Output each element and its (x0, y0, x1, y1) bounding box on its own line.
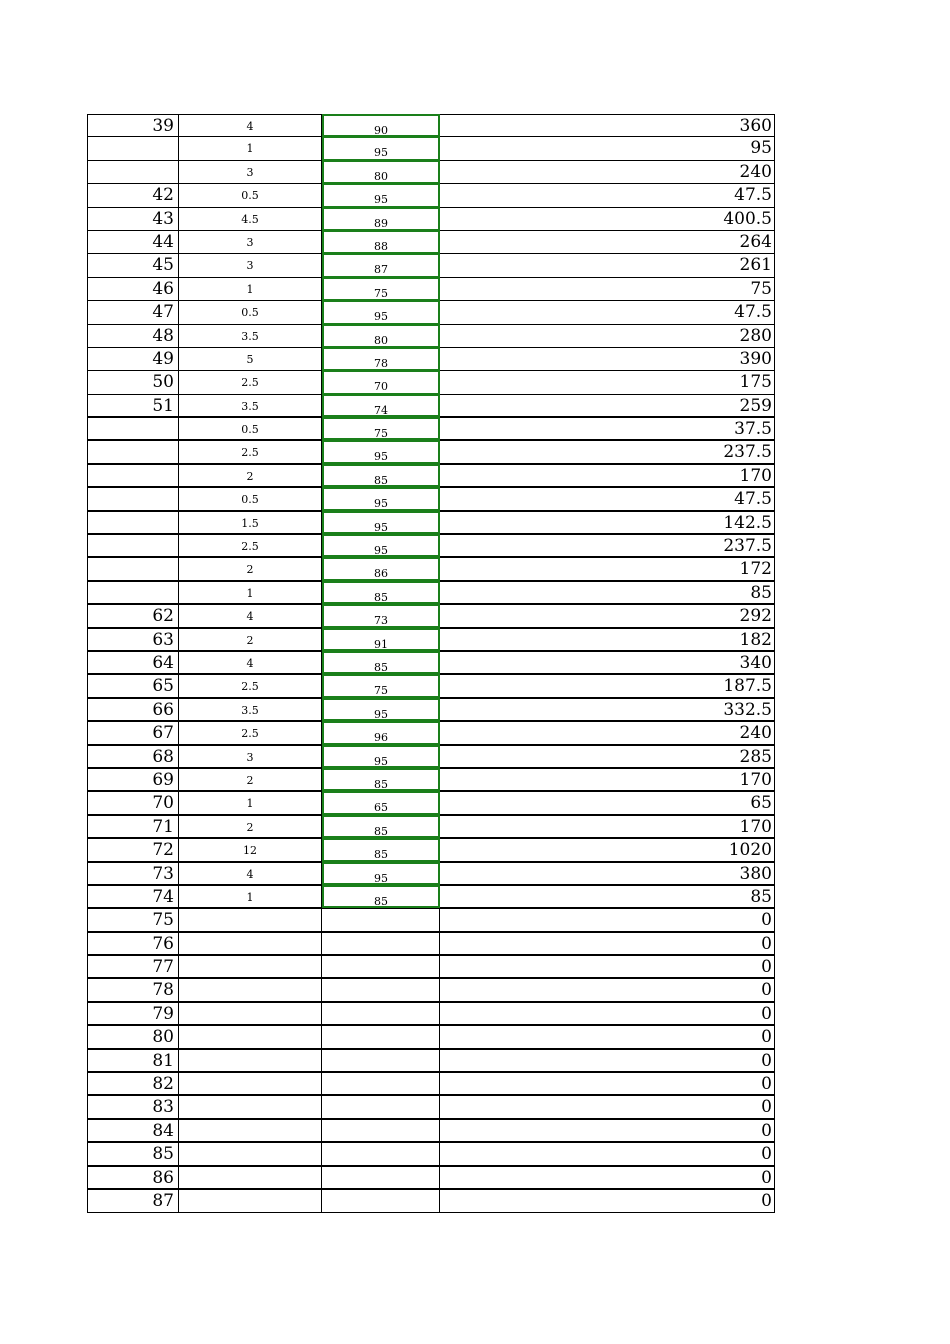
row-number-cell[interactable]: 73 (87, 863, 179, 884)
rate-cell[interactable]: 85 (322, 581, 440, 604)
total-cell[interactable]: 182 (440, 629, 775, 650)
total-cell[interactable]: 237.5 (440, 441, 775, 462)
rate-cell[interactable]: 90 (322, 114, 440, 137)
table-row (87, 254, 775, 277)
total-cell[interactable]: 240 (440, 722, 775, 743)
quantity-cell[interactable] (179, 1120, 322, 1141)
row-number-cell[interactable]: 85 (87, 1143, 179, 1164)
rate-cell[interactable] (322, 1120, 440, 1141)
row-number-cell[interactable]: 76 (87, 933, 179, 954)
quantity-cell[interactable]: 2 (179, 558, 322, 579)
rate-cell[interactable]: 95 (322, 534, 440, 557)
quantity-cell[interactable]: 3.5 (179, 325, 322, 347)
rate-cell[interactable]: 65 (322, 791, 440, 814)
row-number-cell[interactable]: 39 (87, 115, 179, 136)
quantity-cell[interactable]: 4 (179, 605, 322, 626)
quantity-cell[interactable]: 1 (179, 582, 322, 603)
total-cell[interactable]: 280 (440, 325, 775, 347)
rate-cell[interactable]: 78 (322, 347, 440, 371)
rate-cell[interactable]: 96 (322, 721, 440, 744)
row-number-cell[interactable]: 80 (87, 1026, 179, 1047)
total-cell[interactable]: 390 (440, 348, 775, 370)
table-row (87, 348, 775, 371)
quantity-cell[interactable] (179, 1050, 322, 1071)
rate-cell[interactable]: 95 (322, 440, 440, 463)
rate-cell[interactable]: 85 (322, 885, 440, 908)
total-cell[interactable]: 332.5 (440, 699, 775, 720)
rate-cell[interactable]: 87 (322, 253, 440, 277)
quantity-cell[interactable]: 2.5 (179, 535, 322, 556)
quantity-cell[interactable]: 5 (179, 348, 322, 370)
table-row (87, 418, 775, 441)
rate-cell[interactable] (322, 956, 440, 977)
row-number-cell[interactable] (87, 465, 179, 486)
quantity-cell[interactable]: 3 (179, 254, 322, 276)
quantity-cell[interactable]: 4 (179, 652, 322, 673)
rate-cell[interactable] (322, 979, 440, 1000)
rate-cell[interactable]: 85 (322, 651, 440, 674)
row-number-cell[interactable]: 48 (87, 325, 179, 347)
rate-cell[interactable] (322, 1096, 440, 1117)
rate-cell[interactable]: 95 (322, 698, 440, 721)
quantity-cell[interactable]: 3 (179, 746, 322, 767)
table-row (87, 769, 775, 792)
rate-cell[interactable]: 95 (322, 511, 440, 534)
total-cell[interactable]: 65 (440, 792, 775, 813)
table-row (87, 1073, 775, 1096)
quantity-cell[interactable]: 0.5 (179, 301, 322, 323)
total-cell[interactable]: 172 (440, 558, 775, 579)
rate-cell[interactable]: 75 (322, 674, 440, 697)
quantity-cell[interactable]: 1 (179, 886, 322, 907)
table-row (87, 231, 775, 254)
table-row (87, 582, 775, 605)
rate-cell[interactable] (322, 1190, 440, 1212)
table-row (87, 371, 775, 394)
table-row (87, 208, 775, 231)
total-cell[interactable]: 0 (440, 956, 775, 977)
rate-cell[interactable]: 73 (322, 604, 440, 627)
row-number-cell[interactable]: 45 (87, 254, 179, 276)
total-cell[interactable]: 0 (440, 933, 775, 954)
row-number-cell[interactable]: 43 (87, 208, 179, 230)
quantity-cell[interactable]: 2 (179, 629, 322, 650)
row-number-cell[interactable] (87, 582, 179, 603)
table-row (87, 863, 775, 886)
quantity-cell[interactable]: 2.5 (179, 722, 322, 743)
table-row (87, 1190, 775, 1213)
table-row (87, 1026, 775, 1049)
quantity-cell[interactable]: 3.5 (179, 395, 322, 416)
table-row (87, 1003, 775, 1026)
quantity-cell[interactable]: 1.5 (179, 512, 322, 533)
total-cell[interactable]: 0 (440, 909, 775, 930)
rate-cell[interactable]: 95 (322, 183, 440, 207)
rate-cell[interactable]: 86 (322, 557, 440, 580)
total-cell[interactable]: 0 (440, 1120, 775, 1141)
rate-cell[interactable]: 95 (322, 136, 440, 160)
quantity-cell[interactable]: 0.5 (179, 488, 322, 509)
table-row (87, 488, 775, 511)
quantity-cell[interactable] (179, 979, 322, 1000)
quantity-cell[interactable]: 1 (179, 137, 322, 159)
total-cell[interactable]: 170 (440, 769, 775, 790)
quantity-cell[interactable]: 2 (179, 816, 322, 837)
table-row (87, 839, 775, 862)
quantity-cell[interactable] (179, 956, 322, 977)
total-cell[interactable]: 0 (440, 1073, 775, 1094)
row-number-cell[interactable] (87, 418, 179, 439)
rate-cell[interactable] (322, 1167, 440, 1188)
table-row (87, 933, 775, 956)
table-row (87, 301, 775, 324)
quantity-cell[interactable]: 2.5 (179, 675, 322, 696)
total-cell[interactable]: 261 (440, 254, 775, 276)
quantity-cell[interactable]: 2 (179, 769, 322, 790)
row-number-cell[interactable]: 84 (87, 1120, 179, 1141)
row-number-cell[interactable]: 66 (87, 699, 179, 720)
total-cell[interactable]: 0 (440, 1050, 775, 1071)
quantity-cell[interactable] (179, 1073, 322, 1094)
row-number-cell[interactable]: 67 (87, 722, 179, 743)
rate-cell[interactable]: 85 (322, 838, 440, 861)
rate-cell[interactable]: 88 (322, 230, 440, 254)
row-number-cell[interactable]: 63 (87, 629, 179, 650)
quantity-cell[interactable]: 2.5 (179, 371, 322, 393)
row-number-cell[interactable]: 82 (87, 1073, 179, 1094)
table-row (87, 979, 775, 1002)
table-row (87, 325, 775, 348)
row-number-cell[interactable]: 74 (87, 886, 179, 907)
total-cell[interactable]: 360 (440, 115, 775, 136)
table-row (87, 184, 775, 207)
spreadsheet-table (87, 114, 775, 1213)
quantity-cell[interactable] (179, 1190, 322, 1212)
rate-cell[interactable]: 70 (322, 370, 440, 394)
table-row (87, 652, 775, 675)
table-row (87, 1096, 775, 1119)
row-number-cell[interactable] (87, 535, 179, 556)
table-row (87, 675, 775, 698)
table-row (87, 816, 775, 839)
row-number-cell[interactable]: 87 (87, 1190, 179, 1212)
table-row (87, 278, 775, 301)
row-number-cell[interactable]: 81 (87, 1050, 179, 1071)
total-cell[interactable]: 240 (440, 161, 775, 183)
row-number-cell[interactable] (87, 488, 179, 509)
quantity-cell[interactable] (179, 1167, 322, 1188)
quantity-cell[interactable] (179, 909, 322, 930)
table-row (87, 114, 775, 137)
total-cell[interactable]: 0 (440, 1096, 775, 1117)
quantity-cell[interactable]: 2.5 (179, 441, 322, 462)
row-number-cell[interactable]: 44 (87, 231, 179, 253)
rate-cell[interactable]: 95 (322, 300, 440, 324)
total-cell[interactable]: 380 (440, 863, 775, 884)
quantity-cell[interactable]: 4.5 (179, 208, 322, 230)
quantity-cell[interactable]: 1 (179, 278, 322, 300)
row-number-cell[interactable]: 75 (87, 909, 179, 930)
row-number-cell[interactable]: 72 (87, 839, 179, 860)
row-number-cell[interactable]: 62 (87, 605, 179, 626)
table-row (87, 699, 775, 722)
quantity-cell[interactable] (179, 1026, 322, 1047)
total-cell[interactable]: 47.5 (440, 184, 775, 206)
total-cell[interactable]: 0 (440, 1143, 775, 1164)
row-number-cell[interactable]: 78 (87, 979, 179, 1000)
quantity-cell[interactable]: 3 (179, 231, 322, 253)
table-row (87, 746, 775, 769)
rate-cell[interactable]: 91 (322, 628, 440, 651)
row-number-cell[interactable]: 86 (87, 1167, 179, 1188)
rate-cell[interactable]: 95 (322, 487, 440, 510)
total-cell[interactable]: 85 (440, 886, 775, 907)
rate-cell[interactable]: 95 (322, 862, 440, 885)
quantity-cell[interactable]: 4 (179, 863, 322, 884)
table-row (87, 722, 775, 745)
table-row (87, 395, 775, 418)
quantity-cell[interactable]: 0.5 (179, 184, 322, 206)
total-cell[interactable]: 0 (440, 1026, 775, 1047)
quantity-cell[interactable] (179, 1003, 322, 1024)
rate-cell[interactable]: 75 (322, 277, 440, 301)
row-number-cell[interactable] (87, 441, 179, 462)
rate-cell[interactable] (322, 1050, 440, 1071)
total-cell[interactable]: 264 (440, 231, 775, 253)
total-cell[interactable]: 142.5 (440, 512, 775, 533)
row-number-cell[interactable]: 79 (87, 1003, 179, 1024)
row-number-cell[interactable]: 70 (87, 792, 179, 813)
quantity-cell[interactable] (179, 1096, 322, 1117)
row-number-cell[interactable]: 42 (87, 184, 179, 206)
row-number-cell[interactable] (87, 137, 179, 159)
row-number-cell[interactable]: 77 (87, 956, 179, 977)
quantity-cell[interactable]: 2 (179, 465, 322, 486)
row-number-cell[interactable]: 51 (87, 395, 179, 416)
table-row (87, 605, 775, 628)
row-number-cell[interactable]: 47 (87, 301, 179, 323)
rate-cell[interactable] (322, 1026, 440, 1047)
total-cell[interactable]: 175 (440, 371, 775, 393)
total-cell[interactable]: 0 (440, 1190, 775, 1212)
total-cell[interactable]: 47.5 (440, 488, 775, 509)
total-cell[interactable]: 400.5 (440, 208, 775, 230)
total-cell[interactable]: 95 (440, 137, 775, 159)
table-row (87, 629, 775, 652)
row-number-cell[interactable]: 46 (87, 278, 179, 300)
rate-cell[interactable] (322, 1003, 440, 1024)
rate-cell[interactable] (322, 933, 440, 954)
table-row (87, 441, 775, 464)
row-number-cell[interactable]: 71 (87, 816, 179, 837)
rate-cell[interactable]: 74 (322, 394, 440, 417)
total-cell[interactable]: 285 (440, 746, 775, 767)
quantity-cell[interactable]: 0.5 (179, 418, 322, 439)
rate-cell[interactable]: 80 (322, 324, 440, 348)
row-number-cell[interactable] (87, 512, 179, 533)
row-number-cell[interactable]: 64 (87, 652, 179, 673)
row-number-cell[interactable]: 68 (87, 746, 179, 767)
total-cell[interactable]: 1020 (440, 839, 775, 860)
row-number-cell[interactable]: 49 (87, 348, 179, 370)
rate-cell[interactable]: 89 (322, 207, 440, 231)
row-number-cell[interactable] (87, 161, 179, 183)
quantity-cell[interactable]: 3 (179, 161, 322, 183)
total-cell[interactable]: 47.5 (440, 301, 775, 323)
total-cell[interactable]: 0 (440, 1167, 775, 1188)
total-cell[interactable]: 170 (440, 816, 775, 837)
rate-cell[interactable] (322, 1143, 440, 1164)
rate-cell[interactable]: 85 (322, 815, 440, 838)
table-row (87, 1120, 775, 1143)
row-number-cell[interactable] (87, 558, 179, 579)
table-row (87, 1167, 775, 1190)
total-cell[interactable]: 292 (440, 605, 775, 626)
table-row (87, 161, 775, 184)
total-cell[interactable]: 187.5 (440, 675, 775, 696)
quantity-cell[interactable]: 12 (179, 839, 322, 860)
table-row (87, 792, 775, 815)
quantity-cell[interactable]: 4 (179, 115, 322, 136)
quantity-cell[interactable]: 3.5 (179, 699, 322, 720)
total-cell[interactable]: 75 (440, 278, 775, 300)
row-number-cell[interactable]: 83 (87, 1096, 179, 1117)
table-row (87, 909, 775, 932)
rate-cell[interactable]: 95 (322, 745, 440, 768)
table-row (87, 1050, 775, 1073)
rate-cell[interactable]: 80 (322, 160, 440, 184)
total-cell[interactable]: 37.5 (440, 418, 775, 439)
total-cell[interactable]: 170 (440, 465, 775, 486)
table-row (87, 956, 775, 979)
total-cell[interactable]: 85 (440, 582, 775, 603)
total-cell[interactable]: 259 (440, 395, 775, 416)
table-row (87, 465, 775, 488)
quantity-cell[interactable] (179, 933, 322, 954)
total-cell[interactable]: 237.5 (440, 535, 775, 556)
table-row (87, 535, 775, 558)
row-number-cell[interactable]: 50 (87, 371, 179, 393)
quantity-cell[interactable]: 1 (179, 792, 322, 813)
quantity-cell[interactable] (179, 1143, 322, 1164)
row-number-cell[interactable]: 69 (87, 769, 179, 790)
row-number-cell[interactable]: 65 (87, 675, 179, 696)
total-cell[interactable]: 340 (440, 652, 775, 673)
total-cell[interactable]: 0 (440, 979, 775, 1000)
table-row (87, 137, 775, 160)
rate-cell[interactable] (322, 909, 440, 930)
rate-cell[interactable]: 85 (322, 464, 440, 487)
rate-cell[interactable]: 85 (322, 768, 440, 791)
table-row (87, 512, 775, 535)
rate-cell[interactable] (322, 1073, 440, 1094)
table-row (87, 558, 775, 581)
rate-cell[interactable]: 75 (322, 417, 440, 440)
total-cell[interactable]: 0 (440, 1003, 775, 1024)
table-row (87, 886, 775, 909)
table-row (87, 1143, 775, 1166)
